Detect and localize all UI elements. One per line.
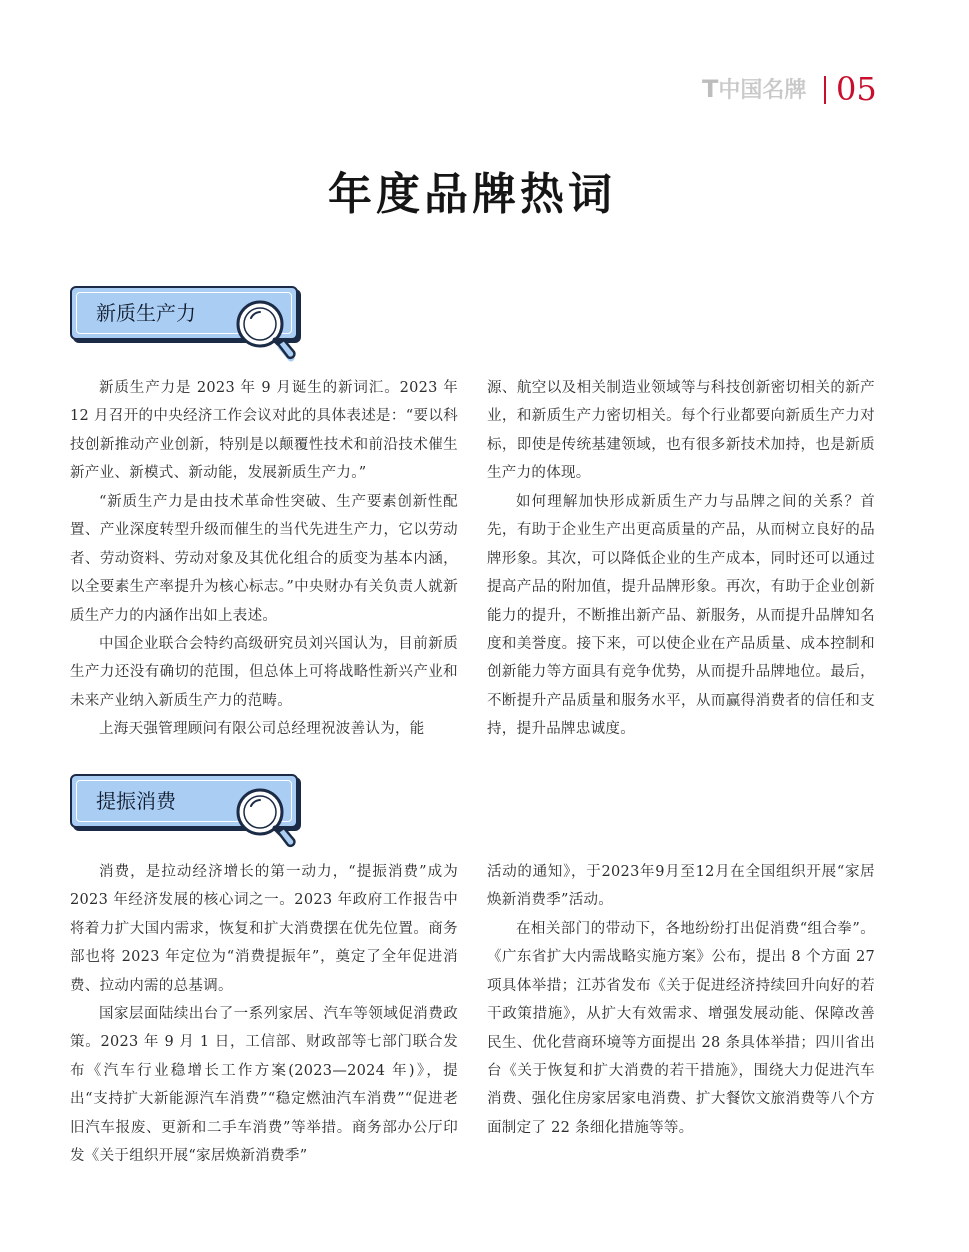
section-1-paragraph-3: 中国企业联合会特约高级研究员刘兴国认为，目前新质生产力还没有确切的范围，但总体上可将战略性新兴产业和未来产业纳入新质生产力的范畴。: [70, 636, 458, 709]
section-tag-new-productivity: [70, 286, 300, 370]
section-1-paragraph-1: 新质生产力是 2023 年 9 月诞生的新词汇。2023 年 12 月召开的中央经济工作会议对此的具体表述是：“要以科技创新推动产业创新，特别是以颠覆性技术和前沿技术催生新产业、新模式、新动能，发展新质生产力。”: [70, 380, 458, 482]
section-1-paragraph-5: 源、航空以及相关制造业领域等与科技创新密切相关的新产业，和新质生产力密切相关。每个行业都要向新质生产力对标，即使是传统基建领域，也有很多新技术加持，也是新质生产力的体现。: [487, 380, 875, 482]
tag-label: 提振消费: [96, 789, 176, 813]
section-2-paragraph-3: 活动的通知》，于2023年9月至12月在全国组织开展“家居焕新消费季”活动。: [487, 864, 875, 909]
section-2-paragraph-4: 在相关部门的带动下，各地纷纷打出促消费“组合拳”。《广东省扩大内需战略实施方案》公布，提出 8 个方面 27 项具体举措；江苏省发布《关于促进经济持续回升向好的若干政策措施》，从扩大有效需求、增强发展动能、保障改善民生、优化营商环境等方面提出 28 条具体举措；四川省出台《关于恢复和扩大消费的若干措施》，围绕大力促进汽车消费、强化住房家居家电消费、扩大餐饮文旅消费等八个方面制定了 22 条细化措施等等。: [487, 921, 875, 1136]
page-title: 年度品牌热词: [328, 169, 616, 220]
section-1-paragraph-4: 上海天强管理顾问有限公司总经理祝波善认为，能: [99, 721, 425, 737]
brand-logo-text: 中国名牌: [718, 78, 807, 103]
section-2-paragraph-2: 国家层面陆续出台了一系列家居、汽车等领域促消费政策。2023 年 9 月 1 日，工信部、财政部等七部门联合发布《汽车行业稳增长工作方案(2023—2024 年)》，提出“支持扩大新能源汽车消费”“稳定燃油汽车消费”“促进老旧汽车报废、更新和二手车消费”等举措。商务部办公厅印发《关于组织开展“家居焕新消费季”: [70, 1006, 458, 1165]
magnifier-icon: [230, 294, 300, 372]
brand-logo-prefix: T: [702, 75, 719, 103]
section-tag-boost-consumption: [70, 774, 300, 858]
section-2-paragraph-1: 消费，是拉动经济增长的第一动力，“提振消费”成为 2023 年经济发展的核心词之一。2023 年政府工作报告中将着力扩大国内需求，恢复和扩大消费摆在优先位置。商务部也将 2023 年定位为“消费提振年”，奠定了全年促进消费、拉动内需的总基调。: [70, 864, 458, 994]
tag-label: 新质生产力: [96, 301, 196, 325]
magnifier-icon: [230, 782, 300, 860]
header-brand: [702, 72, 892, 108]
header-divider: [824, 76, 826, 104]
section-1-paragraph-6: 如何理解加快形成新质生产力与品牌之间的关系？首先，有助于企业生产出更高质量的产品，从而树立良好的品牌形象。其次，可以降低企业的生产成本，同时还可以通过提高产品的附加值，提升品牌形象。再次，有助于企业创新能力的提升，不断推出新产品、新服务，从而提升品牌知名度和美誉度。接下来，可以使企业在产品质量、成本控制和创新能力等方面具有竞争优势，从而提升品牌地位。最后，不断提升产品质量和服务水平，从而赢得消费者的信任和支持，提升品牌忠诚度。: [487, 494, 875, 738]
page-number: 05: [836, 70, 877, 108]
section-1-paragraph-2: “新质生产力是由技术革命性突破、生产要素创新性配置、产业深度转型升级而催生的当代先进生产力，它以劳动者、劳动资料、劳动对象及其优化组合的质变为基本内涵，以全要素生产率提升为核心标志。”中央财办有关负责人就新质生产力的内涵作出如上表述。: [70, 494, 458, 624]
brand-logo: [702, 74, 810, 104]
